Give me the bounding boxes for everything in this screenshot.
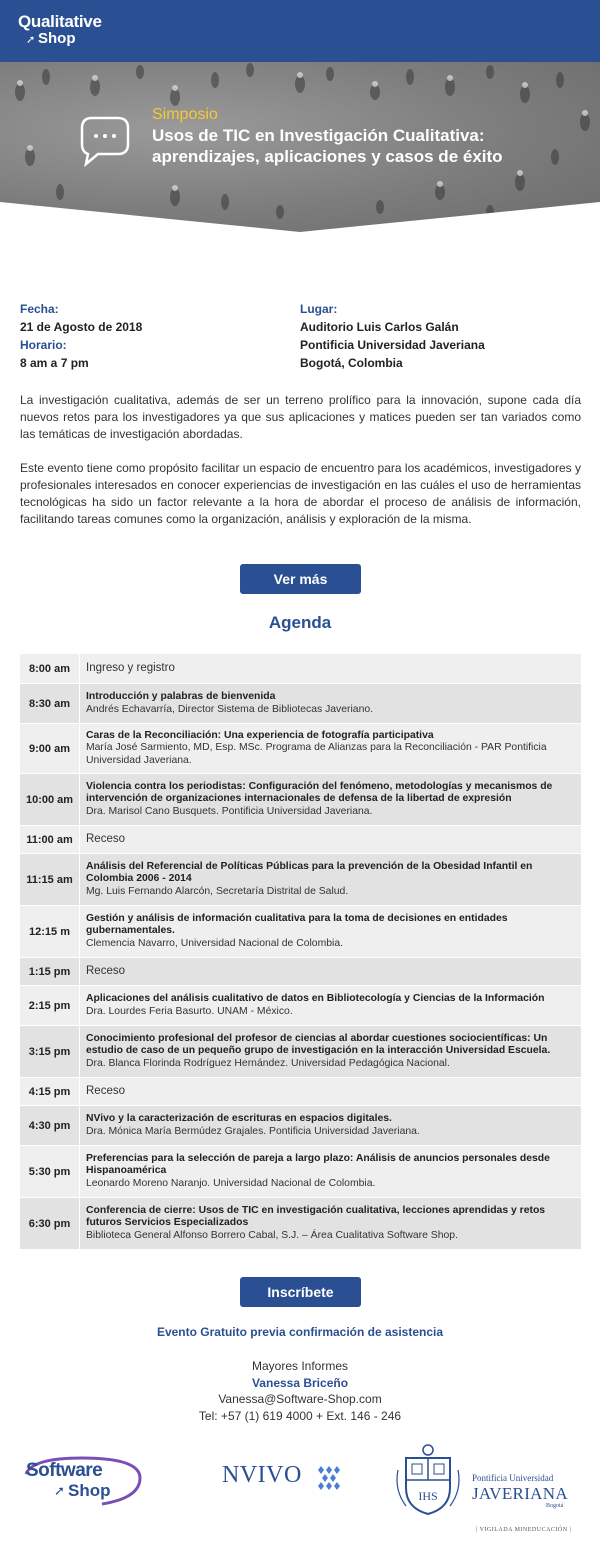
- top-bar: [0, 0, 600, 62]
- agenda-session: [80, 958, 581, 985]
- hero-title-line1: Usos de TIC en Investigación Cualitativa:: [152, 126, 485, 145]
- agenda-session-speaker: Dra. Mónica María Bermúdez Grajales. Pontificia Universidad Javeriana.: [86, 1125, 420, 1137]
- inscribete-button[interactable]: Inscríbete: [240, 1277, 361, 1307]
- agenda-time: 4:15 pm: [20, 1078, 80, 1105]
- agenda-time: 10:00 am: [20, 774, 80, 825]
- date-value: 21 de Agosto de 2018: [20, 320, 143, 334]
- agenda-session: [80, 854, 581, 905]
- contact-email[interactable]: Vanessa@Software-Shop.com: [218, 1392, 382, 1406]
- agenda-session-title: NVivo y la caracterización de escrituras en espacios digitales.: [86, 1113, 392, 1124]
- agenda-time: 12:15 m: [20, 906, 80, 957]
- agenda-plain-text: Receso: [86, 965, 125, 978]
- event-location: [300, 300, 485, 372]
- agenda-title: Agenda: [268, 613, 332, 632]
- nvivo-logo[interactable]: NVIVO: [222, 1462, 302, 1488]
- agenda-session-speaker: Dra. Lourdes Feria Basurto. UNAM - México.: [86, 1005, 293, 1017]
- vigilada-mineducacion: | VIGILADA MINEDUCACIÓN |: [476, 1527, 572, 1533]
- agenda-session: [80, 986, 581, 1025]
- agenda-session-title: Violencia contra los periodistas: Configuración del fenómeno, metodologías y mecanismos de intervención de organizaciones internacionales de defensa de la libertad de expresión: [86, 780, 553, 805]
- software-shop-arrow-icon: ➚: [54, 1483, 65, 1498]
- agenda-session: [80, 1106, 581, 1145]
- contact-block: [0, 1358, 600, 1424]
- agenda-session: [80, 684, 581, 723]
- agenda-session: [80, 1078, 581, 1105]
- agenda-row: [20, 958, 581, 986]
- agenda-row: [20, 724, 581, 774]
- contact-name: Vanessa Briceño: [251, 1375, 349, 1390]
- contact-phone: Tel: +57 (1) 619 4000 + Ext. 146 - 246: [198, 1408, 402, 1423]
- agenda-row: [20, 1106, 581, 1146]
- agenda-row: [20, 854, 581, 906]
- agenda-session-title: Caras de la Reconciliación: Una experiencia de fotografía participativa: [86, 729, 434, 741]
- place-line1: Auditorio Luis Carlos Galán: [300, 320, 459, 334]
- agenda-time: 3:15 pm: [20, 1026, 80, 1077]
- logo-text-line1: Qualitative: [18, 12, 102, 31]
- agenda-session-title: Introducción y palabras de bienvenida: [86, 691, 276, 702]
- agenda-session: [80, 826, 581, 853]
- javeriana-top-text: Pontificia Universidad: [472, 1473, 554, 1483]
- agenda-session-title: Conocimiento profesional del profesor de ciencias al abordar cuestiones sociocientíficas: Un estudio de caso de un pequeño grupo de investigación en la interacción Universidad Escuela.: [86, 1032, 551, 1057]
- agenda-plain-text: Receso: [86, 1085, 125, 1098]
- agenda-time: 4:30 pm: [20, 1106, 80, 1145]
- software-shop-text2: Shop: [68, 1481, 111, 1500]
- agenda-row: [20, 774, 581, 826]
- time-value: 8 am a 7 pm: [20, 356, 89, 370]
- agenda-row: [20, 654, 581, 684]
- agenda-session-speaker: Dra. Marisol Cano Busquets. Pontificia Universidad Javeriana.: [86, 805, 373, 817]
- javeriana-crest-icon: [392, 1440, 464, 1518]
- agenda-time: 1:15 pm: [20, 958, 80, 985]
- place-line3: Bogotá, Colombia: [300, 356, 403, 370]
- crest-text: IHS: [418, 1489, 438, 1503]
- agenda-session: [80, 774, 581, 825]
- agenda-time: 8:00 am: [20, 654, 80, 683]
- intro-paragraph-2: Este evento tiene como propósito facilitar un espacio de encuentro para los académicos, investigadores y profesionales interesados en conocer experiencias de investigación en las cuáles el uso de herramientas tecnológicas ha sido un factor relevante a la hora de abordar el proceso de análisis de información, facilitando tareas comunes como la organización, análisis y exploración de la misma.: [20, 461, 581, 526]
- agenda-time: 9:00 am: [20, 724, 80, 773]
- javeriana-logo[interactable]: [392, 1440, 582, 1540]
- agenda-session-title: Conferencia de cierre: Usos de TIC en investigación cualitativa, lecciones aprendidas y retos futuros Servicios Especializados: [86, 1204, 546, 1229]
- logo-arrow-icon: ➚: [26, 34, 36, 46]
- agenda-row: [20, 1198, 581, 1250]
- agenda-row: [20, 1026, 581, 1078]
- agenda-session-speaker: María José Sarmiento, MD, Esp. MSc. Programa de Alianzas para la Reconciliación - PAR Pontificia Universidad Javeriana.: [86, 742, 547, 766]
- agenda-session: [80, 906, 581, 957]
- agenda-session-speaker: Mg. Luis Fernando Alarcón, Secretaría Distrital de Salud.: [86, 885, 349, 897]
- ver-mas-button[interactable]: Ver más: [240, 564, 361, 594]
- event-date-time: [20, 300, 142, 372]
- agenda-session-speaker: Andrés Echavarría, Director Sistema de Bibliotecas Javeriano.: [86, 703, 374, 715]
- javeriana-name: JAVERIANA: [472, 1484, 568, 1503]
- time-label: Horario:: [20, 338, 67, 352]
- hero-subtitle: Simposio: [152, 106, 218, 123]
- hero-title-line2: aprendizajes, aplicaciones y casos de éxito: [152, 147, 503, 166]
- chat-bubble-icon: [74, 114, 134, 174]
- agenda-row: [20, 1146, 581, 1198]
- contact-info-label: Mayores Informes: [251, 1359, 349, 1373]
- agenda-row: [20, 906, 581, 958]
- agenda-plain-text: Ingreso y registro: [86, 662, 175, 675]
- agenda-row: [20, 684, 581, 724]
- intro-paragraph-1: La investigación cualitativa, además de ser un terreno prolífico para la innovación, supone cada día nuevos retos para los investigadores ya que sus aplicaciones y matices pueden ser tan variados como las temáticas de investigación abordadas.: [20, 393, 581, 441]
- agenda-session-speaker: Clemencia Navarro, Universidad Nacional de Colombia.: [86, 937, 343, 949]
- agenda-session: [80, 1146, 581, 1197]
- qualitative-shop-logo[interactable]: [18, 12, 110, 52]
- agenda-time: 8:30 am: [20, 684, 80, 723]
- hero-banner: [0, 62, 600, 232]
- free-event-note: Evento Gratuito previa confirmación de asistencia: [156, 1325, 444, 1339]
- agenda-row: [20, 826, 581, 854]
- agenda-time: 5:30 pm: [20, 1146, 80, 1197]
- agenda-row: [20, 986, 581, 1026]
- agenda-time: 2:15 pm: [20, 986, 80, 1025]
- software-shop-logo[interactable]: [26, 1452, 146, 1508]
- agenda-session: [80, 724, 581, 773]
- place-line2: Pontificia Universidad Javeriana: [300, 338, 485, 352]
- agenda-row: [20, 1078, 581, 1106]
- agenda-time: 11:15 am: [20, 854, 80, 905]
- agenda-session-speaker: Leonardo Moreno Naranjo. Universidad Nacional de Colombia.: [86, 1177, 376, 1189]
- agenda-table: [20, 654, 581, 1250]
- agenda-session-speaker: Dra. Blanca Florinda Rodríguez Hernández. Universidad Pedagógica Nacional.: [86, 1057, 450, 1069]
- agenda-plain-text: Receso: [86, 833, 125, 846]
- agenda-session: [80, 1198, 581, 1249]
- agenda-session-title: Análisis del Referencial de Políticas Públicas para la prevención de la Obesidad Infantil en Colombia 2006 - 2014: [86, 860, 533, 885]
- agenda-session: [80, 654, 581, 683]
- place-label: Lugar:: [300, 302, 338, 316]
- date-label: Fecha:: [20, 302, 59, 316]
- agenda-session-speaker: Biblioteca General Alfonso Borrero Cabal, S.J. – Área Cualitativa Software Shop.: [86, 1229, 458, 1241]
- agenda-session-title: Gestión y análisis de información cualitativa para la toma de decisiones en entidades gubernamentales.: [86, 912, 508, 937]
- agenda-session-title: Aplicaciones del análisis cualitativo de datos en Bibliotecología y Ciencias de la Información: [86, 993, 545, 1004]
- javeriana-city: Bogotá: [546, 1503, 564, 1509]
- agenda-time: 11:00 am: [20, 826, 80, 853]
- agenda-session-title: Preferencias para la selección de pareja a largo plazo: Análisis de anuncios personales desde Hispanoamérica: [86, 1152, 550, 1177]
- nvivo-mark-icon: [314, 1464, 344, 1494]
- agenda-time: 6:30 pm: [20, 1198, 80, 1249]
- software-shop-text1: Software: [26, 1460, 103, 1481]
- hero-text: [152, 106, 503, 167]
- logo-text-line2: Shop: [38, 30, 76, 47]
- agenda-session: [80, 1026, 581, 1077]
